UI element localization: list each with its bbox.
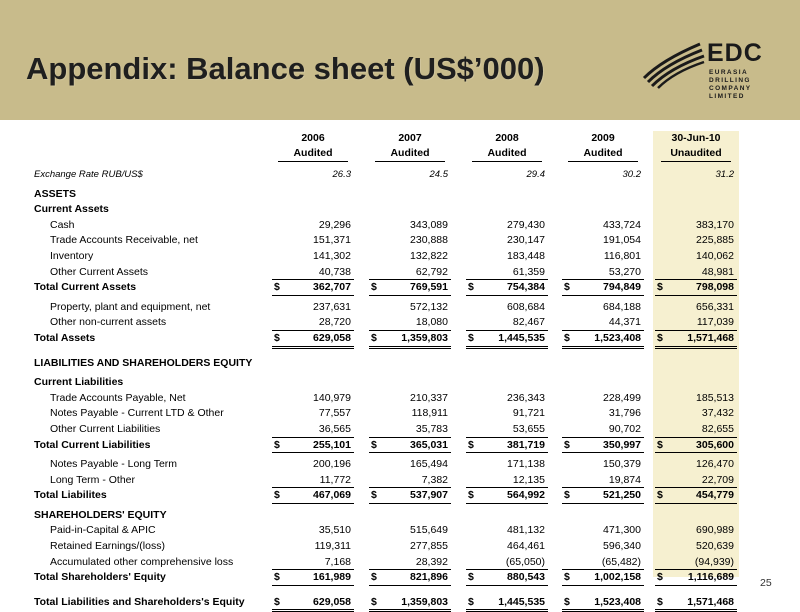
column-year: 2007 bbox=[398, 132, 422, 144]
table-cell: (94,939) bbox=[653, 555, 739, 571]
column-header bbox=[367, 131, 453, 162]
column-status: Audited bbox=[568, 146, 638, 162]
table-cell: 433,724 bbox=[603, 218, 641, 231]
table-cell: 171,138 bbox=[507, 458, 545, 471]
table-row bbox=[30, 523, 740, 539]
table-cell: $ 1,445,535 bbox=[464, 331, 550, 347]
table-row bbox=[30, 539, 740, 555]
table-cell: 12,135 bbox=[464, 473, 550, 489]
table-cell: 36,565 bbox=[270, 422, 356, 438]
table-cell: 690,989 bbox=[696, 524, 734, 537]
table-cell: 48,981 bbox=[653, 265, 739, 281]
table-cell: 150,379 bbox=[603, 458, 641, 471]
row-label: Notes Payable - Current LTD & Other bbox=[50, 407, 224, 420]
column-status: Audited bbox=[472, 146, 542, 162]
grand-total-row bbox=[30, 595, 740, 611]
column-status: Audited bbox=[375, 146, 445, 162]
table-cell: 53,270 bbox=[560, 265, 646, 281]
table-cell: 28,392 bbox=[367, 555, 453, 571]
total-row bbox=[30, 280, 740, 296]
table-cell: $ 1,359,803 bbox=[367, 595, 453, 611]
column-header bbox=[560, 131, 646, 162]
table-cell: $ 794,849 bbox=[560, 280, 646, 296]
table-cell: 520,639 bbox=[696, 540, 734, 553]
row-label: Other Current Assets bbox=[50, 265, 149, 278]
table-cell: 200,196 bbox=[313, 458, 351, 471]
table-cell: 230,147 bbox=[507, 234, 545, 247]
table-cell: 185,513 bbox=[696, 391, 734, 404]
table-cell: 53,655 bbox=[464, 422, 550, 438]
table-cell: 151,371 bbox=[313, 234, 351, 247]
row-label: Accumulated other comprehensive loss bbox=[50, 555, 234, 568]
table-cell: (65,482) bbox=[560, 555, 646, 571]
section-heading: ASSETS bbox=[34, 187, 77, 200]
table-cell: 165,494 bbox=[410, 458, 448, 471]
column-year: 30-Jun-10 bbox=[671, 132, 721, 144]
table-row bbox=[30, 233, 740, 249]
table-cell: 82,467 bbox=[464, 315, 550, 331]
table-row bbox=[30, 265, 740, 281]
row-label: Retained Earnings/(loss) bbox=[50, 540, 165, 553]
table-cell: $ 1,523,408 bbox=[560, 331, 646, 347]
table-cell: 225,885 bbox=[696, 234, 734, 247]
table-cell: $ 754,384 bbox=[464, 280, 550, 296]
logo-name: EDC bbox=[707, 39, 763, 67]
row-label: Total Shareholders' Equity bbox=[34, 571, 166, 584]
table-cell: $ 564,992 bbox=[464, 488, 550, 504]
subsection-heading: Current Liabilities bbox=[34, 376, 124, 389]
table-row bbox=[30, 422, 740, 438]
table-cell: 126,470 bbox=[696, 458, 734, 471]
table-cell: 29,296 bbox=[318, 218, 351, 231]
table-row bbox=[30, 457, 740, 473]
table-cell: $ 821,896 bbox=[367, 570, 453, 586]
table-cell: 656,331 bbox=[696, 300, 734, 313]
table-cell: 91,721 bbox=[512, 407, 545, 420]
row-label: Total Liabilites bbox=[34, 489, 107, 502]
table-cell: 237,631 bbox=[313, 300, 351, 313]
table-cell: $ 467,069 bbox=[270, 488, 356, 504]
table-cell: 471,300 bbox=[603, 524, 641, 537]
table-cell: $ 255,101 bbox=[270, 438, 356, 454]
total-row bbox=[30, 570, 740, 586]
table-cell: 62,792 bbox=[367, 265, 453, 281]
row-label: Paid-in-Capital & APIC bbox=[50, 524, 156, 537]
table-cell: 343,089 bbox=[410, 218, 448, 231]
row-label: Notes Payable - Long Term bbox=[50, 458, 178, 471]
table-cell: 383,170 bbox=[696, 218, 734, 231]
table-cell: $ 305,600 bbox=[653, 438, 739, 454]
table-cell: 35,510 bbox=[318, 524, 351, 537]
column-year: 2009 bbox=[591, 132, 615, 144]
total-row bbox=[30, 331, 740, 347]
table-cell: 572,132 bbox=[410, 300, 448, 313]
table-cell: $ 1,002,158 bbox=[560, 570, 646, 586]
row-label: Total Current Liabilities bbox=[34, 438, 151, 451]
table-cell: $ 454,779 bbox=[653, 488, 739, 504]
row-label: Other Current Liabilities bbox=[50, 422, 161, 435]
table-row bbox=[30, 249, 740, 265]
column-header bbox=[270, 131, 356, 162]
table-cell: 608,684 bbox=[507, 300, 545, 313]
table-cell: 19,874 bbox=[560, 473, 646, 489]
table-cell: $ 1,359,803 bbox=[367, 331, 453, 347]
table-row bbox=[30, 555, 740, 571]
section-heading: SHAREHOLDERS' EQUITY bbox=[34, 508, 167, 521]
page-number: 25 bbox=[760, 577, 772, 589]
row-label: Other non-current assets bbox=[50, 316, 167, 329]
table-cell: 26.3 bbox=[332, 169, 351, 180]
table-cell: 77,557 bbox=[318, 407, 351, 420]
section-heading: LIABILITIES AND SHAREHOLDERS EQUITY bbox=[34, 356, 253, 369]
table-cell: 191,054 bbox=[603, 234, 641, 247]
table-cell: 22,709 bbox=[653, 473, 739, 489]
table-cell: 481,132 bbox=[507, 524, 545, 537]
table-cell: 279,430 bbox=[507, 218, 545, 231]
row-label: Total Assets bbox=[34, 331, 96, 344]
table-cell: 31.2 bbox=[715, 169, 734, 180]
subsection-heading: Current Assets bbox=[34, 203, 109, 216]
table-cell: 464,461 bbox=[507, 540, 545, 553]
row-label: Total Current Assets bbox=[34, 281, 137, 294]
row-label: Total Liabilities and Shareholders's Equity bbox=[34, 595, 245, 608]
table-cell: 30.2 bbox=[622, 169, 641, 180]
table-cell: 236,343 bbox=[507, 391, 545, 404]
table-cell: 44,371 bbox=[560, 315, 646, 331]
row-label: Inventory bbox=[50, 249, 94, 262]
table-cell: 141,302 bbox=[313, 249, 351, 262]
table-cell: 515,649 bbox=[410, 524, 448, 537]
row-label: Property, plant and equipment, net bbox=[50, 300, 211, 313]
table-cell: $ 362,707 bbox=[270, 280, 356, 296]
table-cell: 18,080 bbox=[367, 315, 453, 331]
table-cell: $ 1,445,535 bbox=[464, 595, 550, 611]
table-row bbox=[30, 315, 740, 331]
table-cell: $ 1,116,689 bbox=[653, 570, 739, 586]
company-logo bbox=[640, 38, 780, 100]
table-cell: 119,311 bbox=[314, 540, 351, 553]
exchange-rate-row bbox=[30, 167, 740, 183]
table-cell: 31,796 bbox=[608, 407, 641, 420]
balance-sheet-table bbox=[30, 131, 740, 610]
table-cell: $ 1,571,468 bbox=[653, 595, 739, 611]
table-cell: 28,720 bbox=[270, 315, 356, 331]
table-cell: 140,979 bbox=[313, 391, 351, 404]
table-cell: $ 629,058 bbox=[270, 331, 356, 347]
column-year: 2006 bbox=[301, 132, 325, 144]
table-cell: 82,655 bbox=[653, 422, 739, 438]
logo-subtitle bbox=[709, 69, 780, 101]
logo-swoosh-icon bbox=[640, 38, 704, 88]
table-row bbox=[30, 391, 740, 407]
table-cell: 684,188 bbox=[603, 300, 641, 313]
column-header bbox=[653, 131, 739, 162]
row-label: Trade Accounts Payable, Net bbox=[50, 391, 186, 404]
table-cell: 37,432 bbox=[701, 407, 734, 420]
table-cell: 277,855 bbox=[410, 540, 448, 553]
table-cell: $ 365,031 bbox=[367, 438, 453, 454]
row-label: Exchange Rate RUB/US$ bbox=[34, 169, 143, 180]
table-cell: 116,801 bbox=[603, 249, 641, 262]
table-cell: $ 350,997 bbox=[560, 438, 646, 454]
table-cell: 118,911 bbox=[411, 407, 448, 420]
table-cell: 7,168 bbox=[270, 555, 356, 571]
table-row bbox=[30, 218, 740, 234]
table-cell: $ 381,719 bbox=[464, 438, 550, 454]
table-cell: 210,337 bbox=[410, 391, 448, 404]
table-cell: $ 1,523,408 bbox=[560, 595, 646, 611]
logo-subtitle-line1: EURASIA DRILLING bbox=[709, 69, 751, 84]
table-cell: 183,448 bbox=[507, 249, 545, 262]
column-status: Audited bbox=[278, 146, 348, 162]
table-cell: 132,822 bbox=[410, 249, 448, 262]
table-cell: (65,050) bbox=[464, 555, 550, 571]
table-cell: $ 629,058 bbox=[270, 595, 356, 611]
table-cell: $ 1,571,468 bbox=[653, 331, 739, 347]
table-cell: $ 537,907 bbox=[367, 488, 453, 504]
table-cell: $ 769,591 bbox=[367, 280, 453, 296]
table-row bbox=[30, 406, 740, 422]
column-header bbox=[464, 131, 550, 162]
logo-subtitle-line2: COMPANY LIMITED bbox=[709, 85, 752, 100]
table-cell: 24.5 bbox=[429, 169, 448, 180]
table-cell: 40,738 bbox=[270, 265, 356, 281]
table-cell: 11,772 bbox=[270, 473, 356, 489]
total-row bbox=[30, 438, 740, 454]
table-cell: 230,888 bbox=[410, 234, 448, 247]
page-title: Appendix: Balance sheet (US$’000) bbox=[26, 51, 545, 86]
table-cell: $ 798,098 bbox=[653, 280, 739, 296]
table-row bbox=[30, 473, 740, 489]
table-cell: 228,499 bbox=[603, 391, 641, 404]
column-year: 2008 bbox=[495, 132, 519, 144]
table-cell: $ 880,543 bbox=[464, 570, 550, 586]
table-cell: 596,340 bbox=[603, 540, 641, 553]
row-label: Long Term - Other bbox=[50, 473, 136, 486]
column-status: Unaudited bbox=[661, 146, 731, 162]
table-cell: 61,359 bbox=[464, 265, 550, 281]
table-cell: 140,062 bbox=[696, 249, 734, 262]
column-header-row bbox=[30, 131, 740, 163]
table-cell: $ 161,989 bbox=[270, 570, 356, 586]
table-cell: 90,702 bbox=[560, 422, 646, 438]
row-label: Cash bbox=[50, 218, 75, 231]
row-label: Trade Accounts Receivable, net bbox=[50, 234, 198, 247]
total-row bbox=[30, 488, 740, 504]
table-cell: 7,382 bbox=[367, 473, 453, 489]
table-row bbox=[30, 300, 740, 316]
table-cell: 35,783 bbox=[367, 422, 453, 438]
table-cell: $ 521,250 bbox=[560, 488, 646, 504]
table-cell: 117,039 bbox=[653, 315, 739, 331]
table-cell: 29.4 bbox=[526, 169, 545, 180]
